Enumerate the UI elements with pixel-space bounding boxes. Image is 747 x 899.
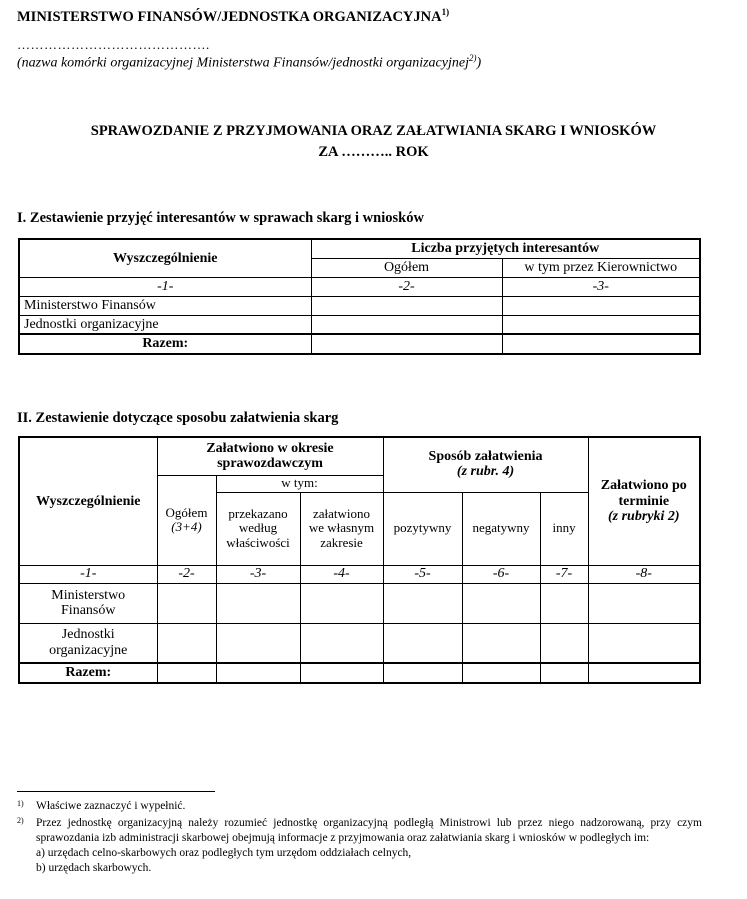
t2-colnum: -8- [588,565,700,583]
t1-cell-input[interactable] [311,315,502,334]
t2-header-total-note: (3+4) [171,519,202,534]
organization-header [17,7,449,26]
t2-total-cell[interactable] [157,663,216,683]
t1-colnum-1: -1- [19,277,311,296]
t2-row-label: Ministerstwo Finansów [19,583,157,623]
t1-header-total: Ogółem [311,258,502,277]
t2-colnum: -4- [300,565,383,583]
unit-name-caption-text: (nazwa komórki organizacyjnej Ministerstwa Finansów/jednostki organizacyjnej [17,55,469,71]
t2-header-other: inny [540,492,588,565]
t2-colnum: -6- [462,565,540,583]
t2-header-method-title: Sposób załatwienia [428,449,543,464]
section1-heading: I. Zestawienie przyjęć interesantów w sprawach skarg i wniosków [17,210,424,226]
t2-header-method [383,437,588,492]
organization-name: MINISTERSTWO FINANSÓW/JEDNOSTKA ORGANIZACYJNA [17,8,442,25]
t2-header-forwarded: przekazano według właściwości [216,492,300,565]
unit-name-caption-close: ) [476,55,482,71]
t2-cell-input[interactable] [216,583,300,623]
t2-cell-input[interactable] [383,623,462,663]
t2-header-in-which: w tym: [216,475,383,492]
footnote-2-mark: 2) [17,816,24,825]
t2-header-late-title: Załatwiono po terminie [600,478,687,509]
t2-cell-input[interactable] [216,623,300,663]
t1-header-group: Liczba przyjętych interesantów [311,239,700,258]
t2-header-late-note: (z rubryki 2) [608,508,680,524]
t2-total-cell[interactable] [300,663,383,683]
t2-cell-input[interactable] [540,623,588,663]
t2-cell-input[interactable] [540,583,588,623]
complaints-table [18,436,701,684]
footnote-2-text: Przez jednostkę organizacyjną należy rozumieć jednostkę organizacyjną podległą Ministrowi lub przez niego nadzorowaną, przy czym sprawozdania izb administracji skarbowej obejmują informacje z przyjmowania oraz załatwiania skarg i wniosków w podległych im: [36,817,702,844]
t1-row-label: Jednostki organizacyjne [19,315,311,334]
report-title-line2: ZA ……….. ROK [318,144,429,160]
t2-header-method-note: (z rubr. 4) [456,464,515,480]
footnote-ref-2: 2) [468,53,477,63]
footnote-1 [17,799,702,814]
t1-total-cell[interactable] [502,334,700,354]
t2-cell-input[interactable] [588,583,700,623]
t2-colnum: -1- [19,565,157,583]
t2-header-total [157,475,216,565]
t2-total-cell[interactable] [540,663,588,683]
visitors-table [18,238,701,355]
t2-colnum: -3- [216,565,300,583]
t2-header-positive: pozytywny [383,492,462,565]
section2-heading: II. Zestawienie dotyczące sposobu załatwienia skarg [17,410,339,426]
t2-total-cell[interactable] [383,663,462,683]
t2-total-cell[interactable] [588,663,700,683]
t2-total-cell[interactable] [462,663,540,683]
t2-cell-input[interactable] [157,623,216,663]
t2-cell-input[interactable] [300,583,383,623]
footnote-2 [17,816,702,876]
t2-cell-input[interactable] [588,623,700,663]
t2-total-label: Razem: [19,663,157,683]
t2-cell-input[interactable] [157,583,216,623]
t2-header-total-label: Ogółem [165,504,208,520]
t2-header-settled-period: Załatwiono w okresie sprawozdawczym [157,437,383,475]
t1-row-label: Ministerstwo Finansów [19,296,311,315]
t2-total-cell[interactable] [216,663,300,683]
t1-cell-input[interactable] [311,296,502,315]
t1-colnum-2: -2- [311,277,502,296]
t2-header-item: Wyszczególnienie [19,437,157,565]
t2-row-label: Jednostki organizacyjne [19,623,157,663]
fill-in-dots: ……………………………………. [17,37,210,52]
t1-cell-input[interactable] [502,296,700,315]
t2-header-negative: negatywny [462,492,540,565]
footnote-2-item-b: b) urzędach skarbowych. [36,862,152,874]
t2-cell-input[interactable] [383,583,462,623]
t1-total-cell[interactable] [311,334,502,354]
t2-colnum: -7- [540,565,588,583]
footnote-ref-1: 1) [441,7,450,17]
footnote-separator [17,791,215,792]
t2-cell-input[interactable] [462,623,540,663]
t1-total-label: Razem: [19,334,311,354]
report-title-line1: SPRAWOZDANIE Z PRZYJMOWANIA ORAZ ZAŁATWIANIA SKARG I WNIOSKÓW [90,123,657,139]
t2-header-own: załatwiono we własnym zakresie [300,492,383,565]
t1-header-item: Wyszczególnienie [19,239,311,277]
footnote-2-item-a: a) urzędach celno-skarbowych oraz podległych tym urzędom oddziałach celnych, [36,847,412,859]
t2-cell-input[interactable] [462,583,540,623]
t2-header-late [588,437,700,565]
footnote-1-mark: 1) [17,799,24,808]
t2-colnum: -2- [157,565,216,583]
t2-colnum: -5- [383,565,462,583]
footnote-1-text: Właściwe zaznaczyć i wypełnić. [36,800,186,812]
t1-header-management: w tym przez Kierownictwo [502,258,700,277]
unit-name-caption [17,53,481,72]
t1-colnum-3: -3- [502,277,700,296]
t1-cell-input[interactable] [502,315,700,334]
t2-cell-input[interactable] [300,623,383,663]
